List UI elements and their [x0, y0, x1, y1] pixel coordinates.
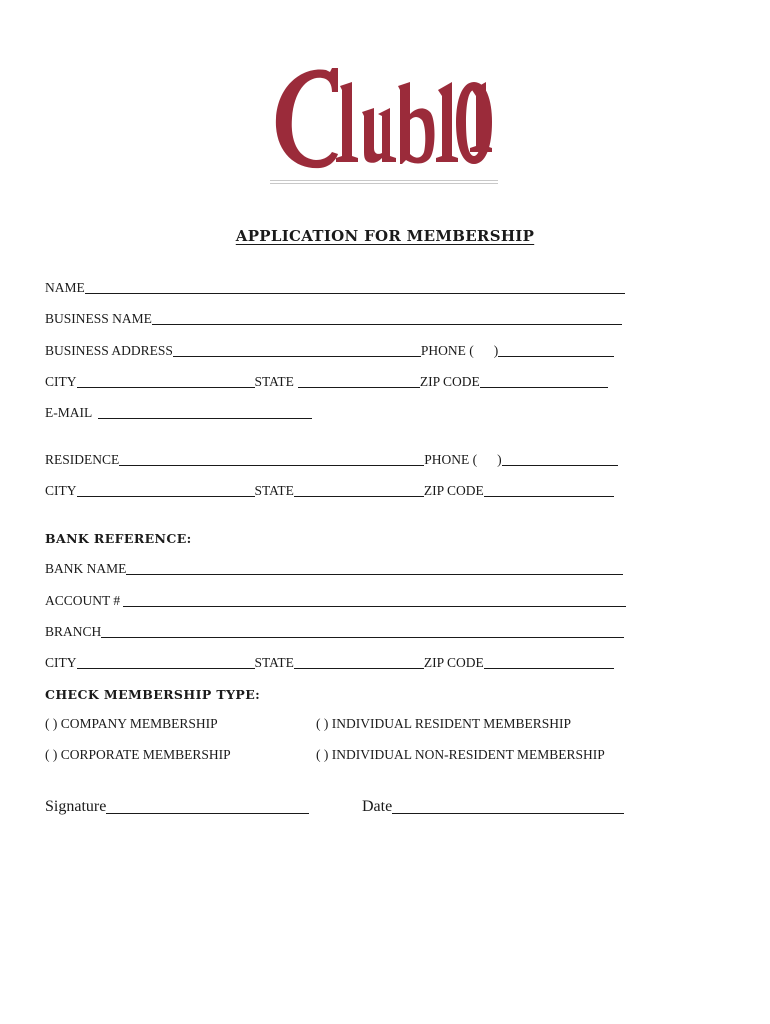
option-company-membership[interactable]: ( ) COMPANY MEMBERSHIP: [45, 716, 218, 731]
zip-field[interactable]: [480, 373, 608, 388]
account-row: [45, 591, 626, 609]
club-101-logo-graphic: [270, 60, 500, 180]
residence-phone-field[interactable]: [502, 451, 618, 466]
bank-city-label: CITY: [45, 655, 77, 670]
page-title: APPLICATION FOR MEMBERSHIP: [235, 227, 535, 245]
option-individual-non-resident-membership[interactable]: ( ) INDIVIDUAL NON-RESIDENT MEMBERSHIP: [316, 747, 605, 762]
email-field[interactable]: [98, 404, 312, 419]
state-label: STATE: [254, 374, 294, 389]
bank-state-label: STATE: [254, 655, 294, 670]
residence-city-field[interactable]: [77, 482, 255, 497]
business-phone-close: ): [493, 343, 499, 358]
date-label: Date: [362, 798, 393, 815]
bank-zip-label: ZIP CODE: [423, 655, 484, 670]
bank-name-field[interactable]: [126, 560, 623, 575]
residence-zip-label: ZIP CODE: [423, 483, 484, 498]
bank-zip-field[interactable]: [484, 654, 614, 669]
residence-state-label: STATE: [254, 483, 294, 498]
account-field[interactable]: [123, 592, 626, 607]
bank-city-field[interactable]: [77, 654, 255, 669]
name-row: [45, 278, 625, 296]
business-phone-label: PHONE (: [420, 343, 474, 358]
residence-phone-label: PHONE (: [424, 452, 478, 467]
business-address-row: [45, 341, 614, 359]
business-name-row: [45, 309, 622, 327]
bank-state-field[interactable]: [294, 654, 424, 669]
name-field[interactable]: [85, 279, 625, 294]
bank-reference-heading: BANK REFERENCE:: [45, 531, 192, 546]
logo-digit-one-icon: [470, 82, 498, 152]
bank-name-label: BANK NAME: [45, 561, 127, 576]
email-row: [45, 403, 312, 421]
date-field[interactable]: [392, 797, 624, 814]
membership-type-heading: CHECK MEMBERSHIP TYPE:: [45, 687, 261, 702]
business-city-row: [45, 372, 608, 390]
signature-row: [45, 797, 309, 816]
account-label: ACCOUNT #: [45, 593, 121, 608]
state-field[interactable]: [298, 373, 420, 388]
branch-row: [45, 622, 624, 640]
date-row: [362, 797, 624, 816]
email-label: E-MAIL: [45, 405, 93, 420]
branch-label: BRANCH: [45, 624, 102, 639]
bank-city-row: [45, 653, 614, 671]
residence-phone-close: ): [497, 452, 502, 467]
business-address-field[interactable]: [173, 342, 421, 357]
city-field[interactable]: [77, 373, 255, 388]
bank-name-row: [45, 559, 623, 577]
business-name-label: BUSINESS NAME: [45, 311, 152, 326]
residence-row: [45, 450, 618, 468]
club-logo: [270, 60, 500, 190]
city-label: CITY: [45, 374, 77, 389]
signature-label: Signature: [45, 798, 107, 815]
residence-label: RESIDENCE: [45, 452, 120, 467]
business-name-field[interactable]: [152, 310, 622, 325]
logo-underline-rule: [270, 180, 498, 188]
residence-zip-field[interactable]: [484, 482, 614, 497]
option-corporate-membership[interactable]: ( ) CORPORATE MEMBERSHIP: [45, 747, 231, 762]
residence-city-row: [45, 481, 614, 499]
residence-city-label: CITY: [45, 483, 77, 498]
business-address-label: BUSINESS ADDRESS: [45, 343, 173, 358]
residence-field[interactable]: [119, 451, 424, 466]
name-label: NAME: [45, 280, 85, 295]
branch-field[interactable]: [101, 623, 624, 638]
signature-field[interactable]: [106, 797, 309, 814]
business-phone-field[interactable]: [498, 342, 614, 357]
residence-state-field[interactable]: [294, 482, 424, 497]
zip-label: ZIP CODE: [419, 374, 480, 389]
option-individual-resident-membership[interactable]: ( ) INDIVIDUAL RESIDENT MEMBERSHIP: [316, 716, 571, 731]
